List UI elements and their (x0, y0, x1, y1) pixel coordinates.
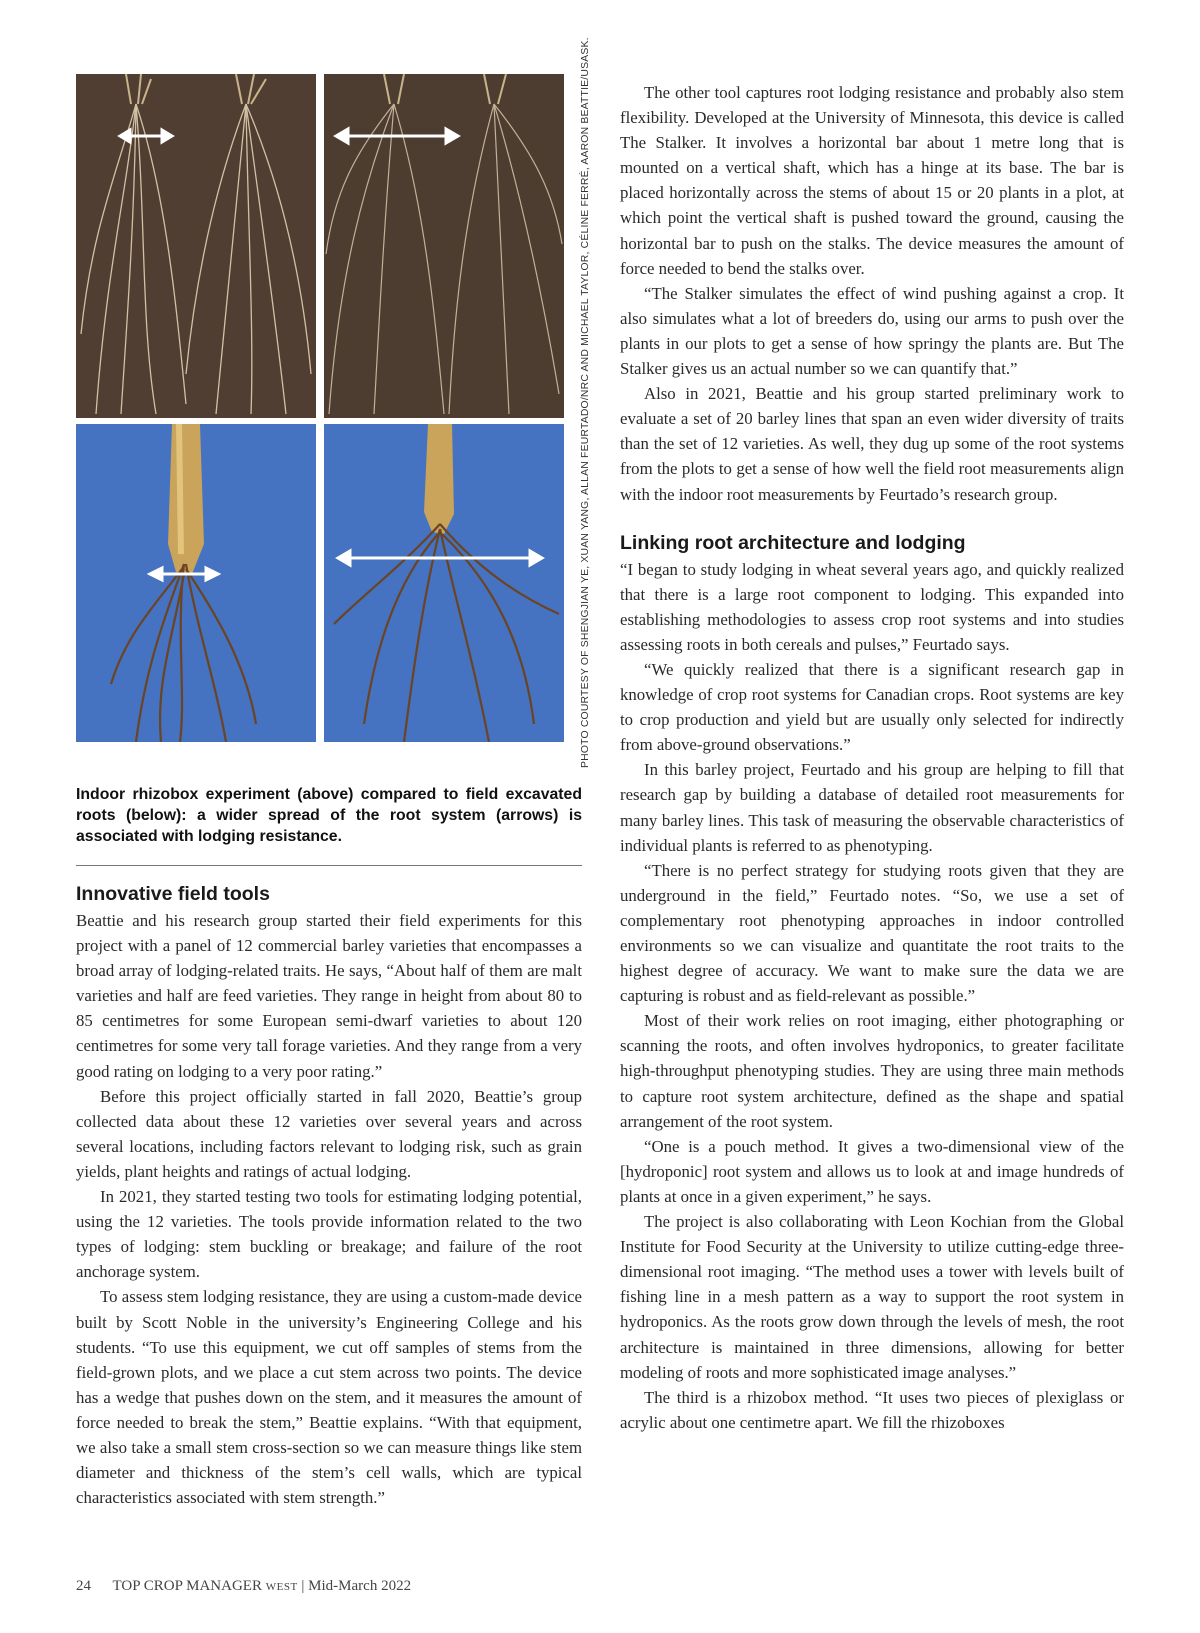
page-footer (76, 1578, 411, 1595)
body-paragraph: The third is a rhizobox method. “It uses two pieces of plexiglass or acrylic about one centimetre apart. We fill the rhizoboxes (620, 1387, 1124, 1432)
body-paragraph: “There is no perfect strategy for studying roots given that they are underground in the field,” Feurtado notes. “So, we use a set of complementary root phenotyping approaches in indoor controlled environments so we can visualize and quantitate the root traits to the highest degree of accuracy. We want to make sure the data we are capturing is robust and as field-relevant as possible.” (620, 860, 1124, 1006)
body-paragraph: Beattie and his research group started their field experiments for this project with a panel of 12 commercial barley varieties that encompasses a broad array of lodging-related traits. He says, “About half of them are malt varieties and half are feed varieties. They range in height from about 80 to 85 centimetres for some European semi-dwarf varieties to about 120 centimetres for some very tall forage varieties. And they range from a very good rating on lodging to a very poor rating.” (76, 911, 582, 1081)
photo-credit: PHOTO COURTESY OF SHENGJIAN YE, XUAN YANG, ALLAN FEURTADO/NRC AND MICHAEL TAYLOR, CÉLINE FERRÉ, AARON BEATTIE/USASK. (580, 37, 591, 768)
body-paragraph: “One is a pouch method. It gives a two-dimensional view of the [hydroponic] root system and allows us to look at and image hundreds of plants at once in a given experiment,” he says. (620, 1136, 1124, 1206)
body-paragraph: Most of their work relies on root imaging, either photographing or scanning the roots, and often involves hydroponics, to greater facilitate high-throughput phenotyping studies. They are using three main methods to capture root system architecture, defined as the shape and spatial arrangement of the root system. (620, 1011, 1124, 1131)
page-number: 24 (76, 1578, 91, 1594)
body-paragraph: Before this project officially started in fall 2020, Beattie’s group collected data about these 12 varieties over several years and across several locations, including factors relevant to lodging risk, such as grain yields, plant heights and ratings of actual lodging. (76, 1086, 582, 1181)
right-column (620, 80, 1124, 1435)
body-paragraph: To assess stem lodging resistance, they are using a custom-made device built by Scott Noble in the university’s Engineering College and his students. “To use this equipment, we cut off samples of stems from the field-grown plots, and we place a cut stem across two points. The device has a wedge that pushes down on the stem, and it measures the amount of force needed to break the stem,” Beattie explains. “With that equipment, we also take a small stem cross-section so we can measure things like stem diameter and thickness of the stem’s cell walls, which are typical characteristics associated with stem strength.” (76, 1287, 582, 1508)
body-paragraph: The other tool captures root lodging resistance and probably also stem flexibility. Developed at the University of Minnesota, this device is called The Stalker. It involves a horizontal bar about 1 metre long that is mounted on a vertical shaft, which has a hinge at its base. The bar is placed horizontally across the stems of about 15 or 20 plants in a plot, at which point the vertical shaft is pushed toward the ground, causing the horizontal bar to push on the stalks. The device measures the amount of force needed to bend the stalks over. (620, 83, 1124, 278)
rhizobox-photo-right (324, 74, 564, 418)
section-heading-field-tools: Innovative field tools (76, 883, 270, 905)
issue-date: | Mid-March 2022 (301, 1578, 412, 1594)
body-paragraph: In this barley project, Feurtado and his group are helping to fill that research gap by building a database of detailed root measurements for many barley lines. This task of measuring the observable characteristics of individual plants is referred to as phenotyping. (620, 760, 1124, 855)
rhizobox-photo-left (76, 74, 316, 418)
section-heading-root-architecture: Linking root architecture and lodging (620, 531, 966, 554)
figure-photo-grid (76, 74, 582, 768)
body-paragraph: The project is also collaborating with Leon Kochian from the Global Institute for Food Security at the University to utilize cutting-edge three-dimensional root imaging. “The method uses a tower with levels built of fishing line in a mesh pattern as a way to support the root system in hydroponics. As the roots grow down through the levels of mesh, the root architecture is maintained in three dimensions, allowing for better modeling of roots and more sophisticated image analyses.” (620, 1212, 1124, 1382)
figure-caption: Indoor rhizobox experiment (above) compared to field excavated roots (below): a wider spread of the root system (arrows) is associated with lodging resistance. (76, 786, 582, 845)
body-paragraph: Also in 2021, Beattie and his group started preliminary work to evaluate a set of 20 barley lines that span an even wider diversity of traits than the set of 12 varieties. As well, they dug up some of the root systems from the plots to get a sense of how well the field root measurements align with the indoor root measurements by Feurtado’s research group. (620, 384, 1124, 504)
body-paragraph: In 2021, they started testing two tools for estimating lodging potential, using the 12 varieties. The tools provide information related to the two types of lodging: stem buckling or breakage; and failure of the root anchorage system. (76, 1187, 582, 1282)
body-paragraph: “I began to study lodging in wheat several years ago, and quickly realized that there is a large root component to lodging. This expanded into establishing methodologies to assess crop root systems and into studies assessing roots in both cereals and pulses,” Feurtado says. (620, 559, 1124, 654)
field-roots-photo-left (76, 424, 316, 742)
body-paragraph: “The Stalker simulates the effect of wind pushing against a crop. It also simulates what a lot of breeders do, using our arms to push over the plants in our plots to get a sense of how springy the plants are. But The Stalker gives us an actual number so we can quantify that.” (620, 283, 1124, 379)
left-column (76, 74, 582, 1510)
magazine-edition: WEST (265, 1581, 298, 1593)
magazine-name: TOP CROP MANAGER (112, 1578, 262, 1594)
body-paragraph: “We quickly realized that there is a significant research gap in knowledge of crop root systems for Canadian crops. Root systems are key to crop production and yield but are usually only selected for indirectly from above-ground observations.” (620, 659, 1124, 755)
field-roots-photo-right (324, 424, 564, 742)
section-divider (76, 865, 582, 866)
